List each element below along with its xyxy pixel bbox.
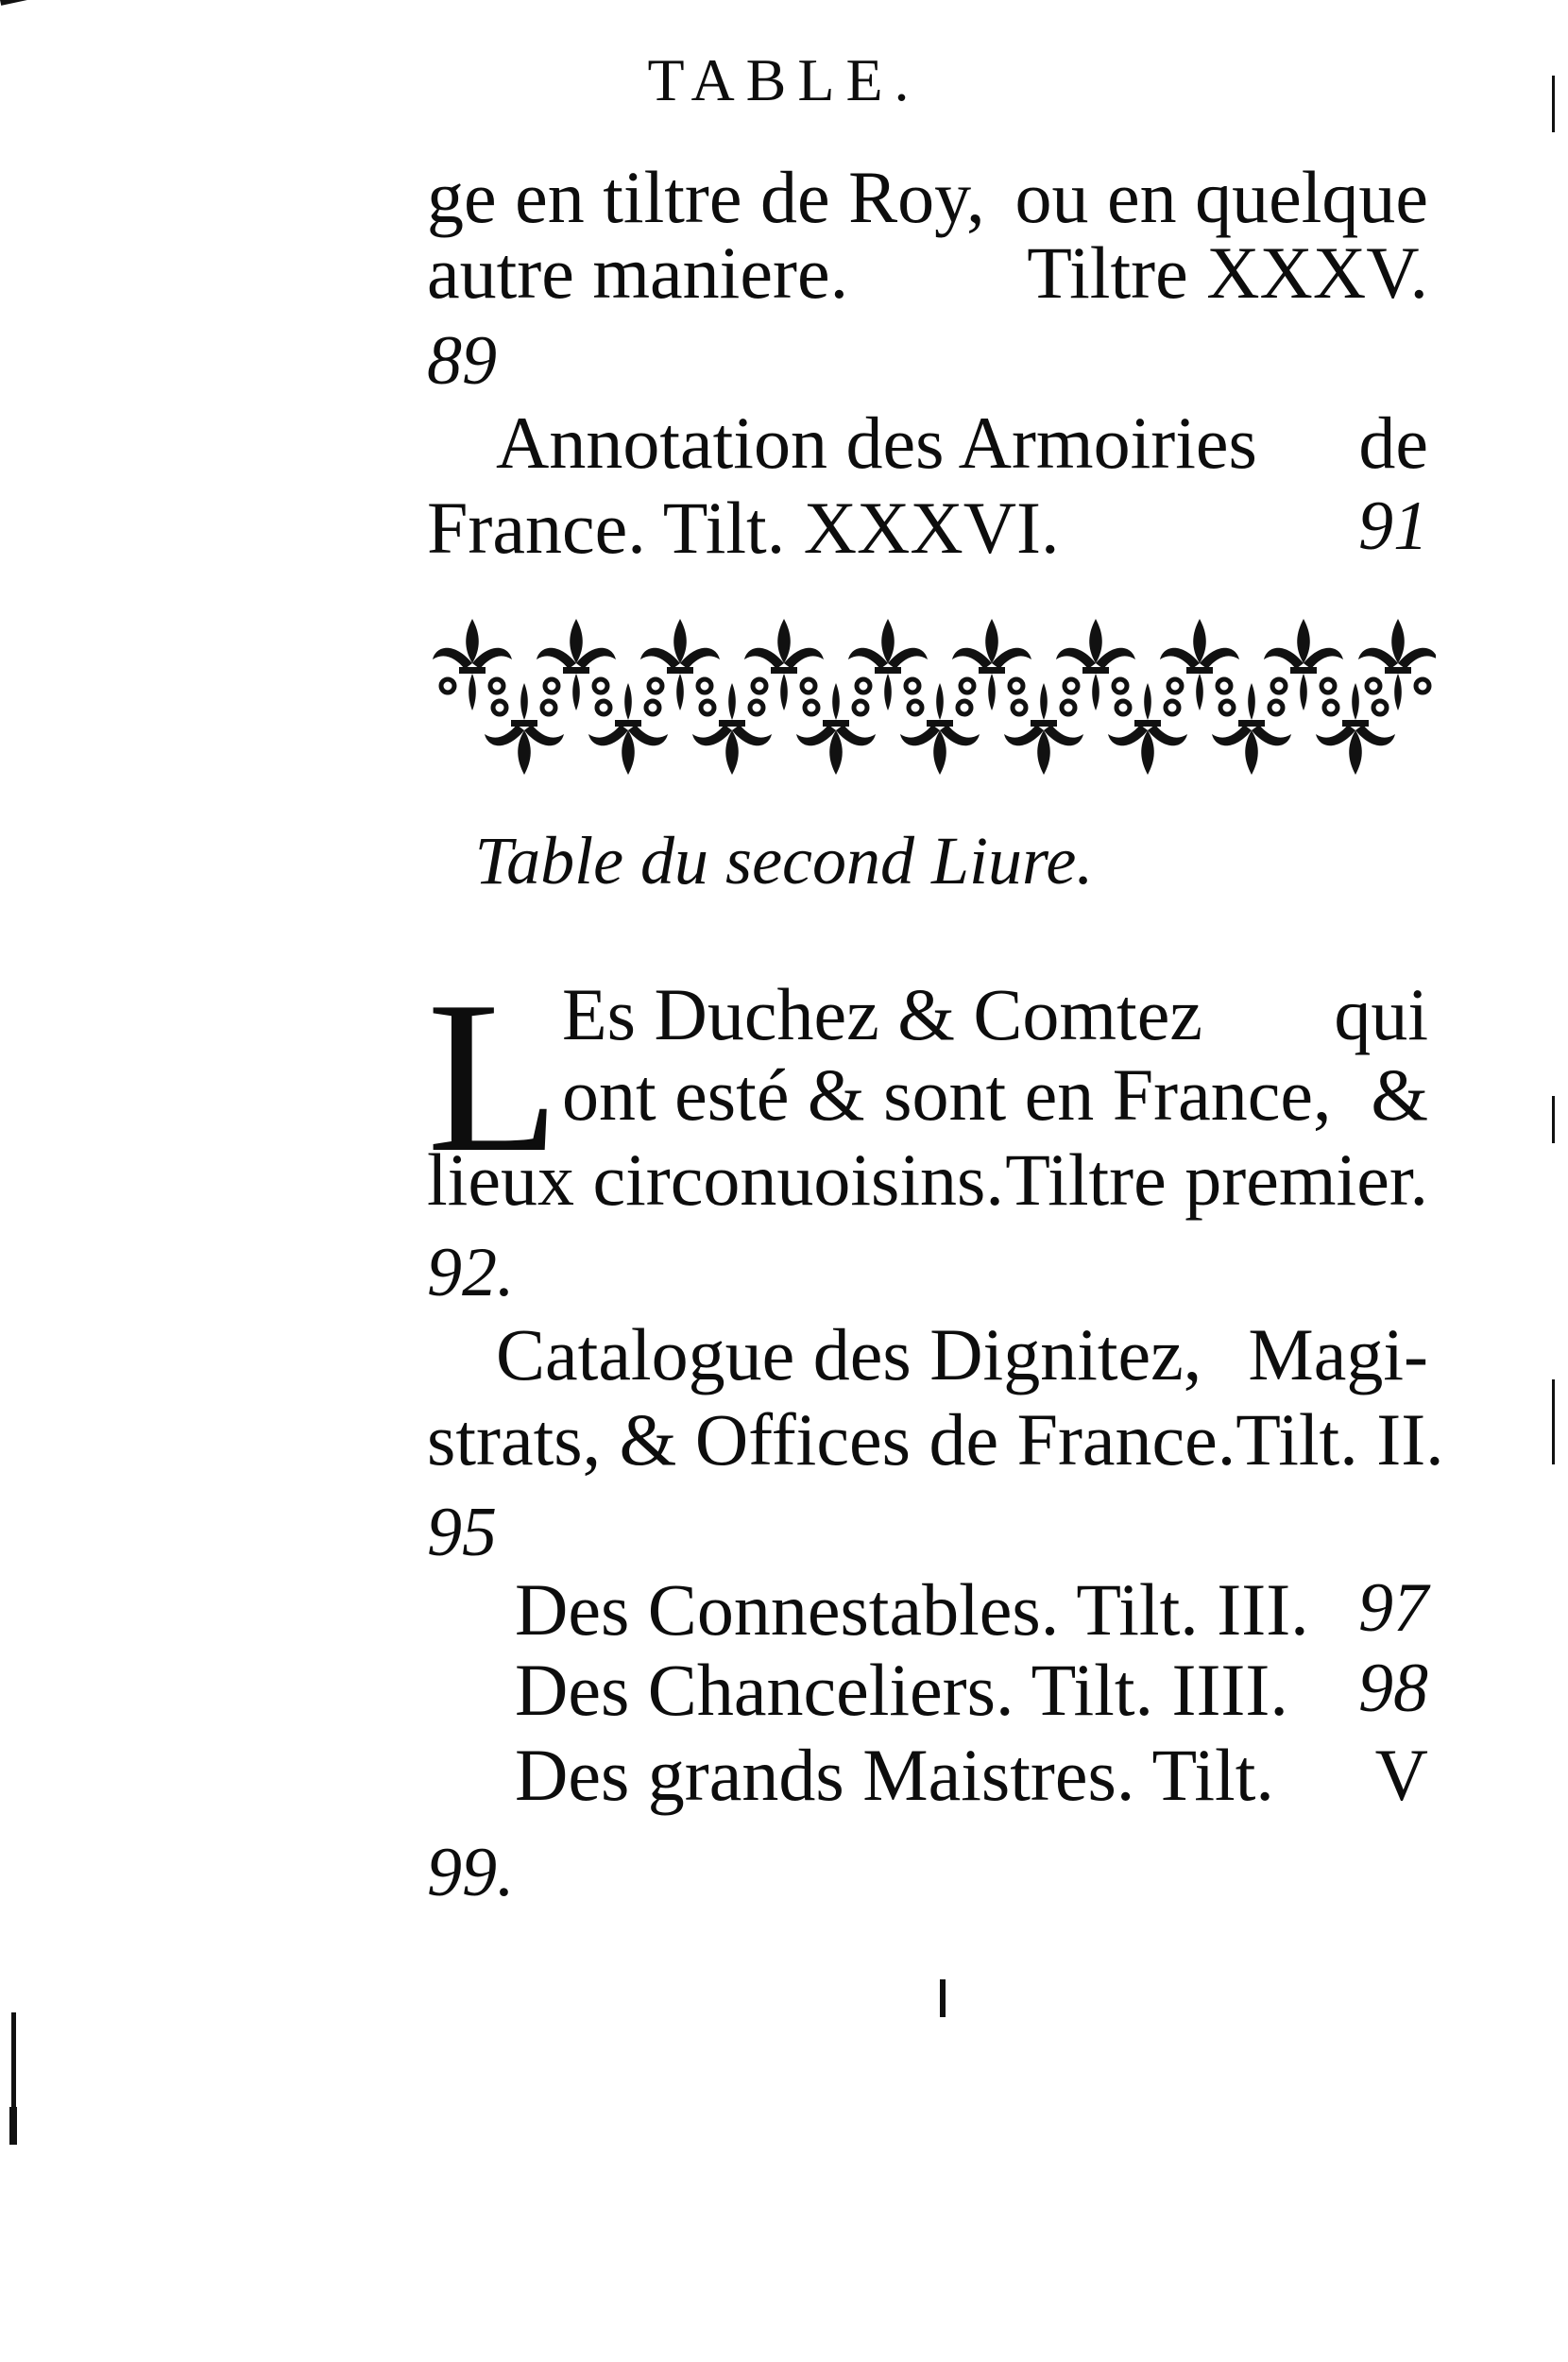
page-number: 89 xyxy=(427,322,497,400)
page-number: 97 xyxy=(1358,1569,1428,1647)
entry-text: Annotation des Armoiries xyxy=(496,402,1257,484)
entry-text: Tiltre XXXV. xyxy=(1027,231,1428,314)
entry-text: ont esté & sont en France, xyxy=(562,1053,1332,1136)
entry-text: Des Connestables. Tilt. III. xyxy=(515,1568,1309,1651)
entry-line xyxy=(562,1053,1428,1136)
entry-line xyxy=(515,1734,1428,1816)
fleuron-row-top xyxy=(433,619,1436,710)
entry-text: strats, & Offices de France. xyxy=(427,1398,1236,1481)
entry-text: Des Chanceliers. Tilt. IIII. xyxy=(515,1649,1288,1731)
page-number: 98 xyxy=(1358,1650,1428,1727)
section-title: Table du second Liure. xyxy=(474,823,1094,899)
entry-text: Des grands Maistres. Tilt. xyxy=(515,1734,1274,1816)
entry-text: lieux circonuoisins. xyxy=(427,1138,1004,1221)
scan-edge-mark xyxy=(940,1979,946,2017)
page-number: 91 xyxy=(1358,488,1428,565)
entry-text: Tilt. II. xyxy=(1236,1398,1444,1481)
entry-text: V xyxy=(1374,1734,1428,1816)
fleuron-row-bottom xyxy=(485,683,1395,775)
page-number: 92. xyxy=(427,1234,515,1311)
scan-edge-mark xyxy=(1552,1096,1555,1143)
entry-line xyxy=(427,231,1428,314)
scan-edge-mark xyxy=(0,0,66,6)
entry-text: qui xyxy=(1334,973,1428,1055)
entry-line xyxy=(562,973,1428,1055)
scan-edge-mark xyxy=(1552,1379,1555,1464)
entry-text: Tiltre premier. xyxy=(1005,1138,1428,1221)
entry-line xyxy=(427,1398,1444,1481)
entry-text: ge en tiltre de Roy, xyxy=(427,156,985,238)
scan-edge-mark xyxy=(1552,76,1555,132)
entry-line xyxy=(515,1568,1428,1651)
fleuron-ornament xyxy=(430,614,1436,775)
entry-text: autre maniere. xyxy=(427,231,849,314)
page-number: 99. xyxy=(427,1834,515,1911)
running-head: TABLE. xyxy=(647,46,921,113)
entry-text: Es Duchez & Comtez xyxy=(562,973,1202,1055)
entry-text: & xyxy=(1371,1053,1428,1136)
entry-text: Magi- xyxy=(1248,1313,1428,1395)
entry-line xyxy=(427,487,1428,569)
scan-edge-mark xyxy=(9,2107,17,2145)
entry-text: Catalogue des Dignitez, xyxy=(496,1313,1202,1395)
entry-line xyxy=(515,1649,1428,1731)
entry-line xyxy=(496,402,1428,484)
entry-text: France. Tilt. XXXVI. xyxy=(427,487,1060,569)
entry-line xyxy=(427,1138,1428,1221)
page-number: 95 xyxy=(427,1494,497,1571)
entry-text: de xyxy=(1358,402,1428,484)
scan-edge-mark xyxy=(11,2012,16,2107)
drop-cap: L xyxy=(427,956,560,1197)
entry-text: ou en quelque xyxy=(1014,156,1428,238)
entry-line xyxy=(496,1313,1428,1395)
entry-line xyxy=(427,156,1428,238)
